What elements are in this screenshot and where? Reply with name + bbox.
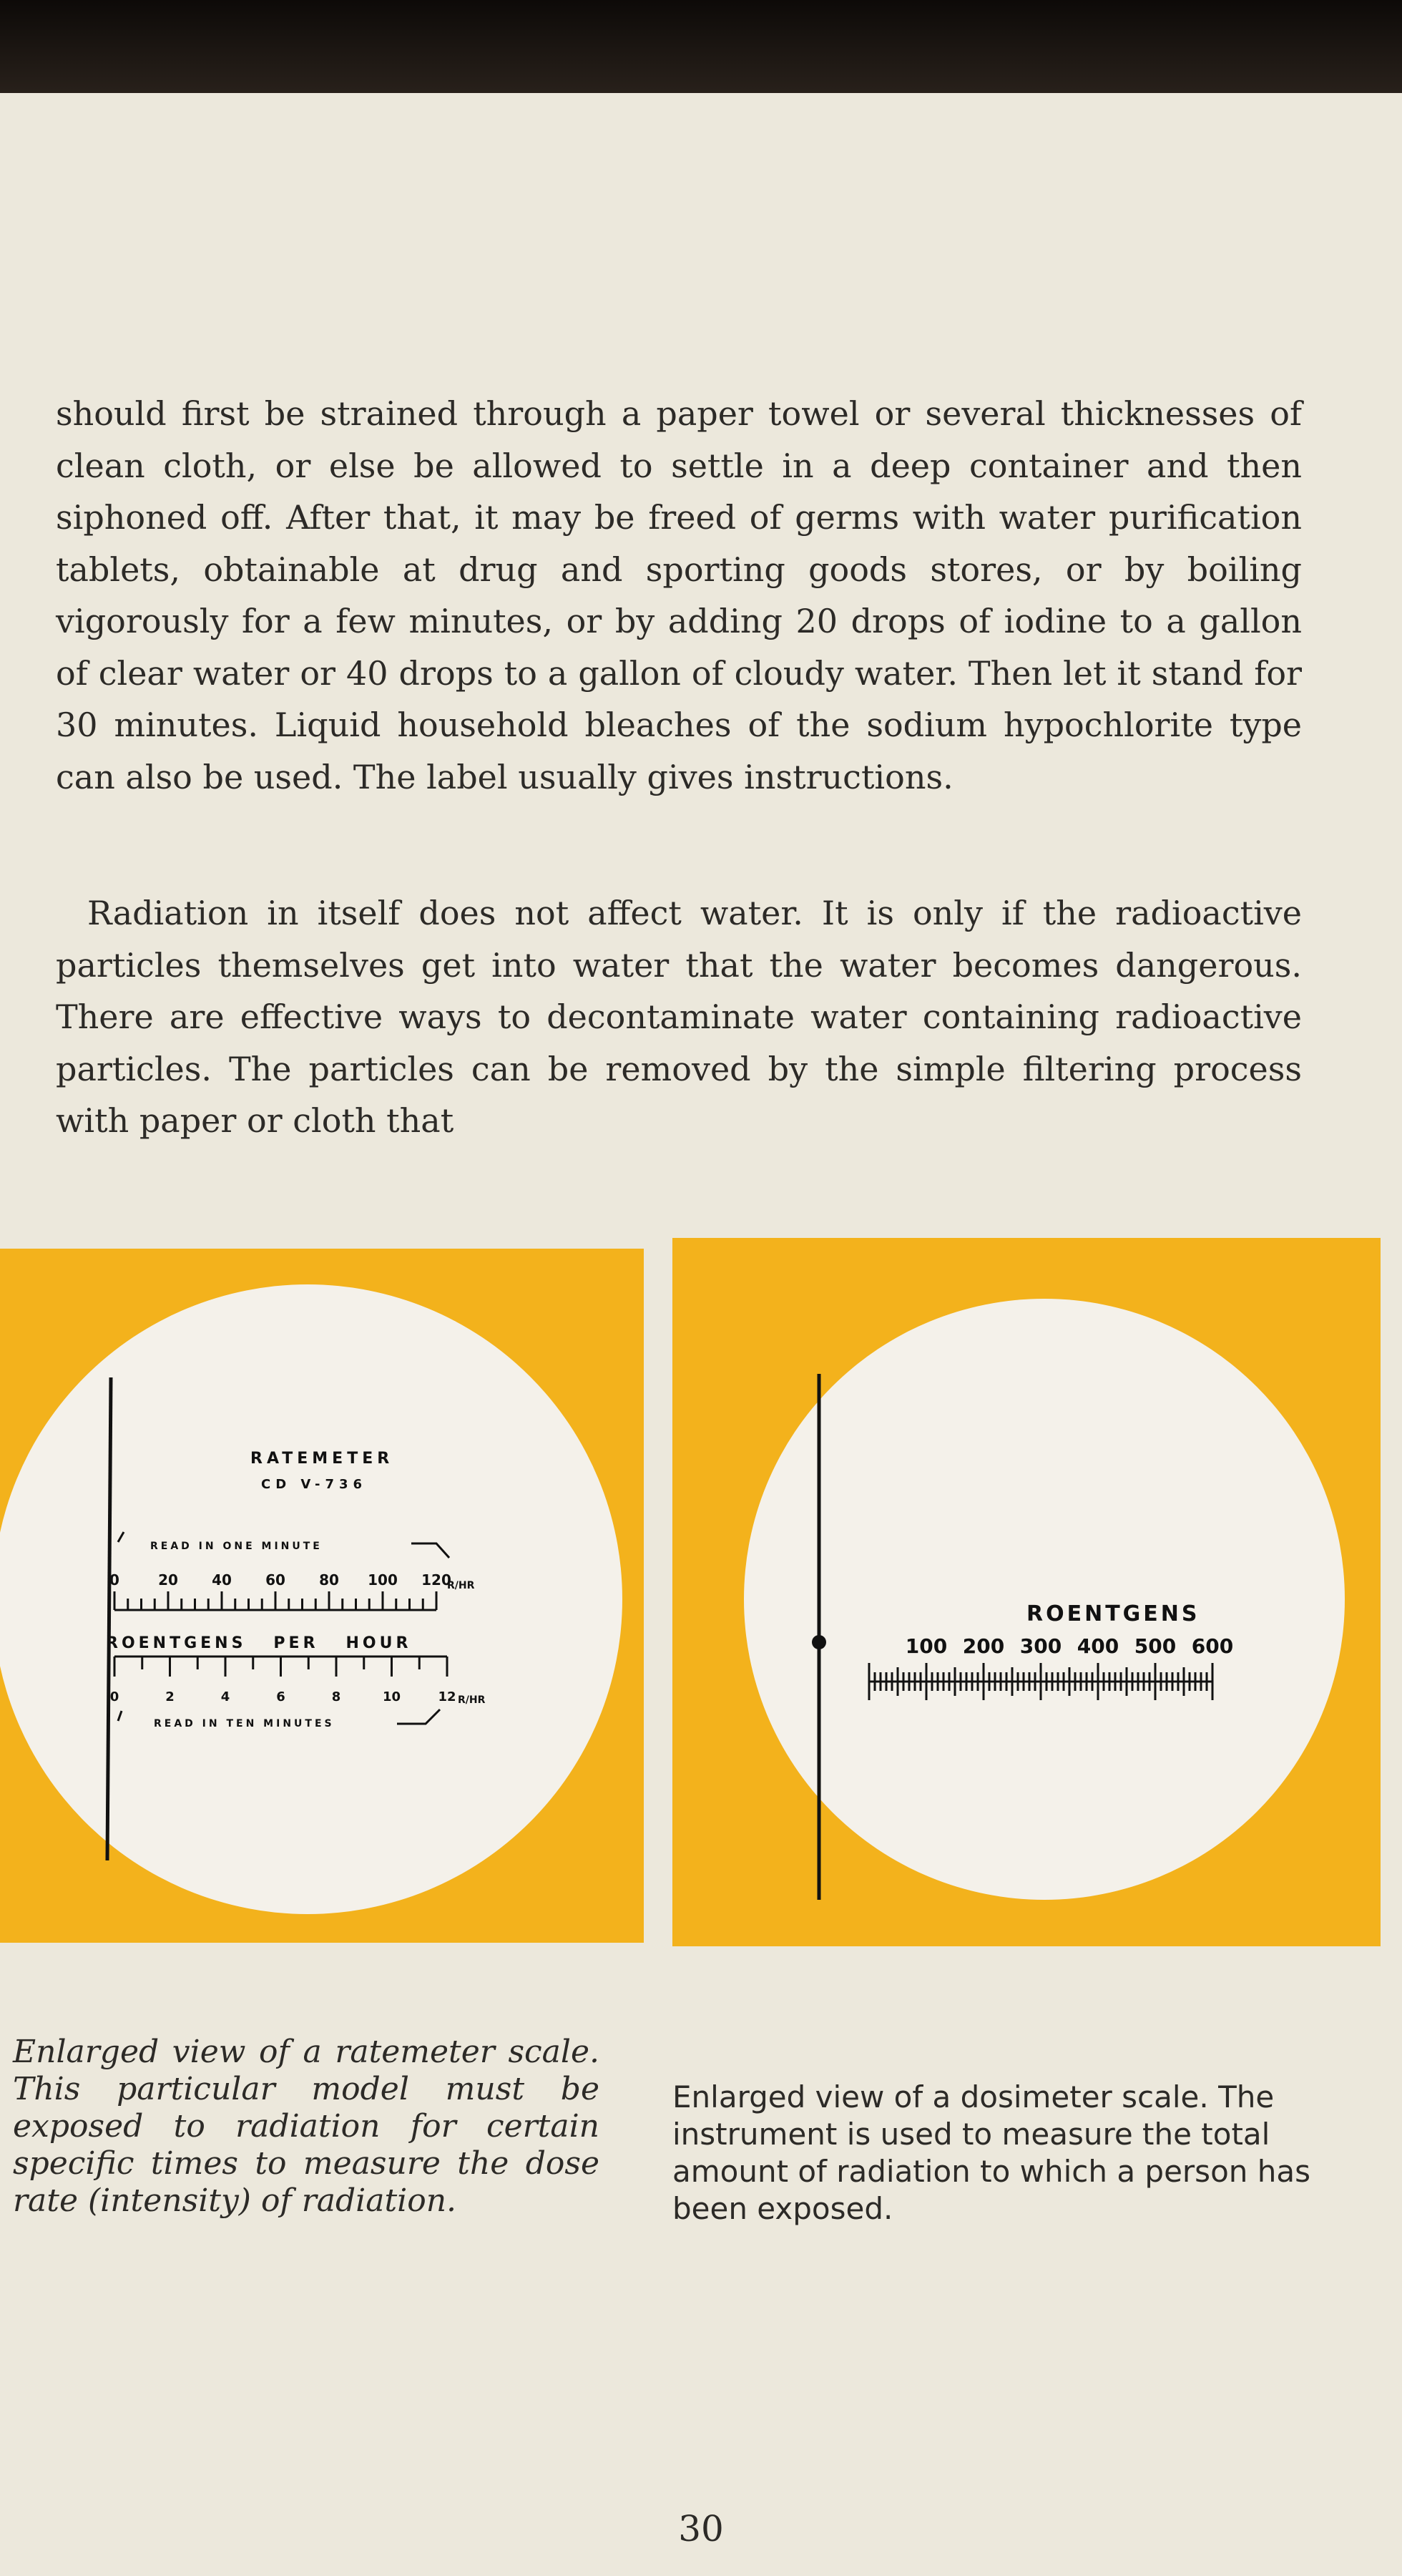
dose-tick-label: 100 (905, 1634, 948, 1658)
dosimeter-caption: Enlarged view of a dosimeter scale. The instrument is used to measure the total amount of radiation to which a person has been exposed. (672, 2079, 1310, 2226)
upper-tick-label: 40 (212, 1571, 232, 1589)
ratemeter-dial (0, 1249, 644, 1943)
dosimeter-dial (672, 1238, 1381, 1946)
dosimeter-title: ROENTGENS (1026, 1601, 1200, 1626)
ratemeter-model: CD V-736 (261, 1477, 368, 1492)
body-paragraph-2: Radiation in itself does not affect water. It is only if the radioactive particles themselves get into water that the water becomes dangerous. There are effective ways to decontaminate water containing radioactive particles. The particles can be removed by the simple filtering process with paper or cloth that (56, 894, 1302, 1140)
roentgens-per-hour-label: ROENTGENS PER HOUR (106, 1634, 412, 1652)
lower-unit: R/HR (458, 1694, 486, 1706)
ratemeter-title: RATEMETER (250, 1450, 394, 1468)
dosimeter-dial-face (744, 1299, 1345, 1900)
book-page (0, 93, 1402, 2576)
lower-tick-label: 12 (438, 1689, 456, 1704)
dose-tick-label: 300 (1019, 1634, 1062, 1658)
lower-tick-label: 8 (331, 1689, 341, 1704)
upper-tick-label: 0 (109, 1571, 119, 1589)
upper-tick-label: 100 (368, 1571, 398, 1589)
upper-tick-label: 80 (319, 1571, 339, 1589)
dose-tick-label: 500 (1134, 1634, 1177, 1658)
upper-unit: R/HR (447, 1580, 475, 1591)
lower-tick-label: 2 (165, 1689, 175, 1704)
lower-tick-label: 0 (109, 1689, 119, 1704)
ratemeter-caption: Enlarged view of a ratemeter scale. This particular model must be exposed to radiation for certain specific times to measure the dose rate (intensity) of radiation. (13, 2034, 599, 2219)
upper-tick-label: 60 (265, 1571, 285, 1589)
ratemeter-figure (0, 1249, 644, 1943)
upper-tick-label: 120 (421, 1571, 451, 1589)
dosimeter-figure (672, 1238, 1381, 1946)
lower-tick-label: 4 (220, 1689, 230, 1704)
dosimeter-zero-dot (812, 1635, 826, 1649)
read-one-minute-label: READ IN ONE MINUTE (150, 1541, 323, 1552)
dose-tick-label: 600 (1191, 1634, 1234, 1658)
upper-tick-label: 20 (158, 1571, 178, 1589)
lower-tick-label: 6 (276, 1689, 285, 1704)
lower-tick-label: 10 (382, 1689, 401, 1704)
page-number: 30 (678, 2508, 724, 2550)
dose-tick-label: 200 (962, 1634, 1005, 1658)
ratemeter-dial-face (0, 1284, 622, 1914)
body-paragraph-1: should first be strained through a paper towel or several thicknesses of clean cloth, or else be allowed to settle in a deep container and then siphoned off. After that, it may be freed of germs with water purification tablets, obtainable at drug and sporting goods stores, or by boiling vigorously for a few minutes, or by adding 20 drops of iodine to a gallon of clear water or 40 drops to a gallon of cloudy water. Then let it stand for 30 minutes. Liquid household bleaches of the sodium hypochlorite type can also be used. The label usually gives instructions. (56, 394, 1302, 796)
page-edge-shadow (0, 0, 1402, 100)
dose-tick-label: 400 (1077, 1634, 1119, 1658)
read-ten-minutes-label: READ IN TEN MINUTES (154, 1718, 335, 1729)
